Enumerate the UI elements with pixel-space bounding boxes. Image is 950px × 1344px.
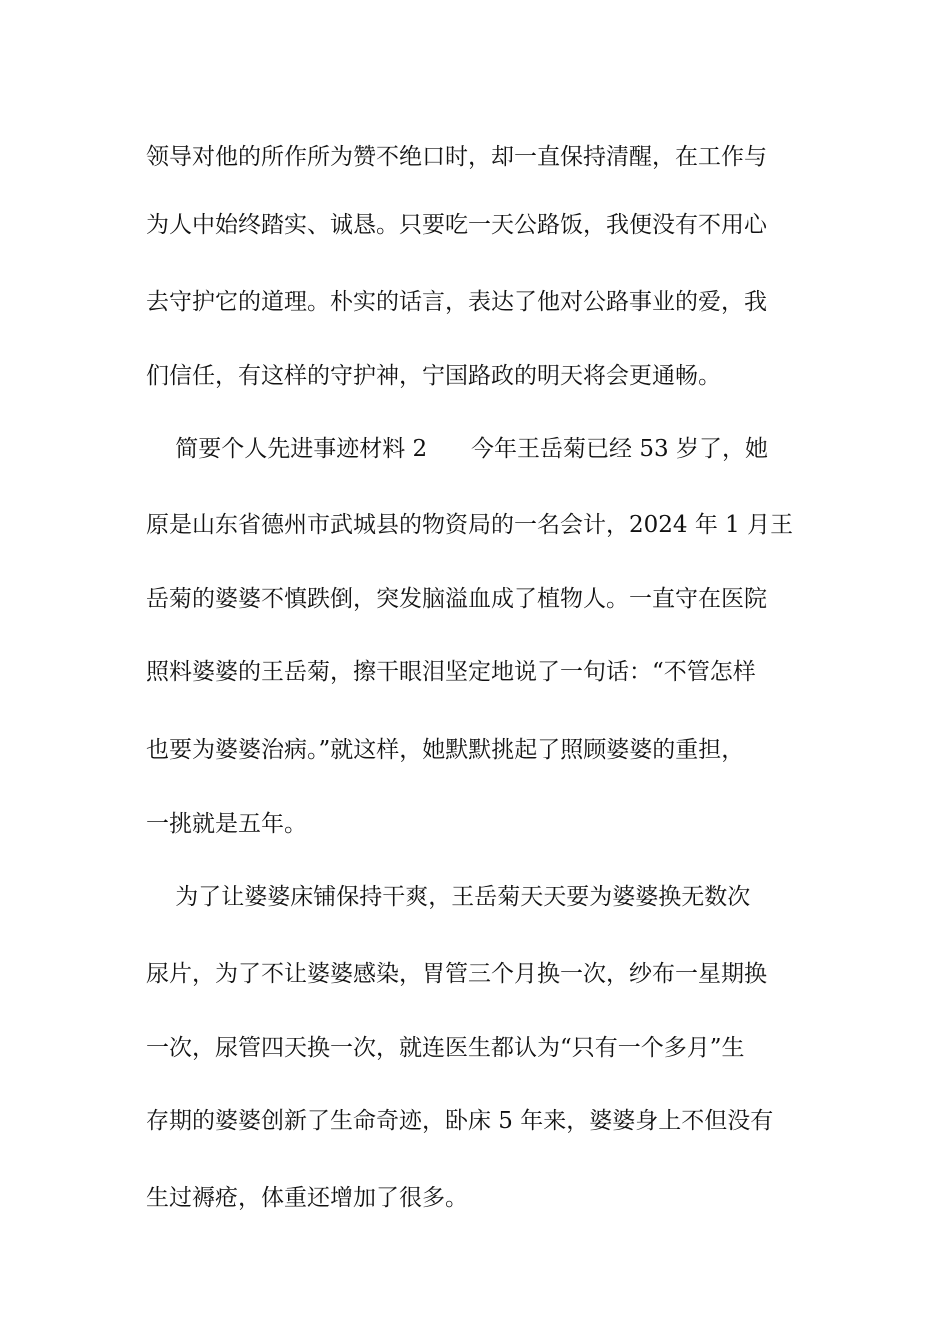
text-line: 领导对他的所作所为赞不绝口时，却一直保持清醒，在工作与 [146,144,767,170]
text-line: 为人中始终踏实、诚恳。只要吃一天公路饭，我便没有不用心 [146,212,767,238]
text-line: 们信任，有这样的守护神，宁国路政的明天将会更通畅。 [146,363,721,389]
text-line: 生过褥疮，体重还增加了很多。 [146,1185,468,1211]
text-line: 去守护它的道理。朴实的话言，表达了他对公路事业的爱，我 [146,289,767,315]
text-line: 尿片，为了不让婆婆感染，胃管三个月换一次，纱布一星期换 [146,961,767,987]
text-line: 简要个人先进事迹材料 2 今年王岳菊已经 53 岁了，她 [146,436,768,462]
text-line: 也要为婆婆治病。”就这样，她默默挑起了照顾婆婆的重担， [146,737,745,763]
text-line: 岳菊的婆婆不慎跌倒，突发脑溢血成了植物人。一直守在医院 [146,586,767,612]
text-line: 为了让婆婆床铺保持干爽，王岳菊天天要为婆婆换无数次 [146,884,751,910]
text-line: 存期的婆婆创新了生命奇迹，卧床 5 年来，婆婆身上不但没有 [146,1108,774,1134]
text-line: 一次，尿管四天换一次，就连医生都认为“只有一个多月”生 [146,1035,745,1061]
text-line: 原是山东省德州市武城县的物资局的一名会计，2024 年 1 月王 [146,512,794,538]
text-line: 照料婆婆的王岳菊，擦干眼泪坚定地说了一句话：“不管怎样 [146,659,756,685]
text-line: 一挑就是五年。 [146,811,307,837]
